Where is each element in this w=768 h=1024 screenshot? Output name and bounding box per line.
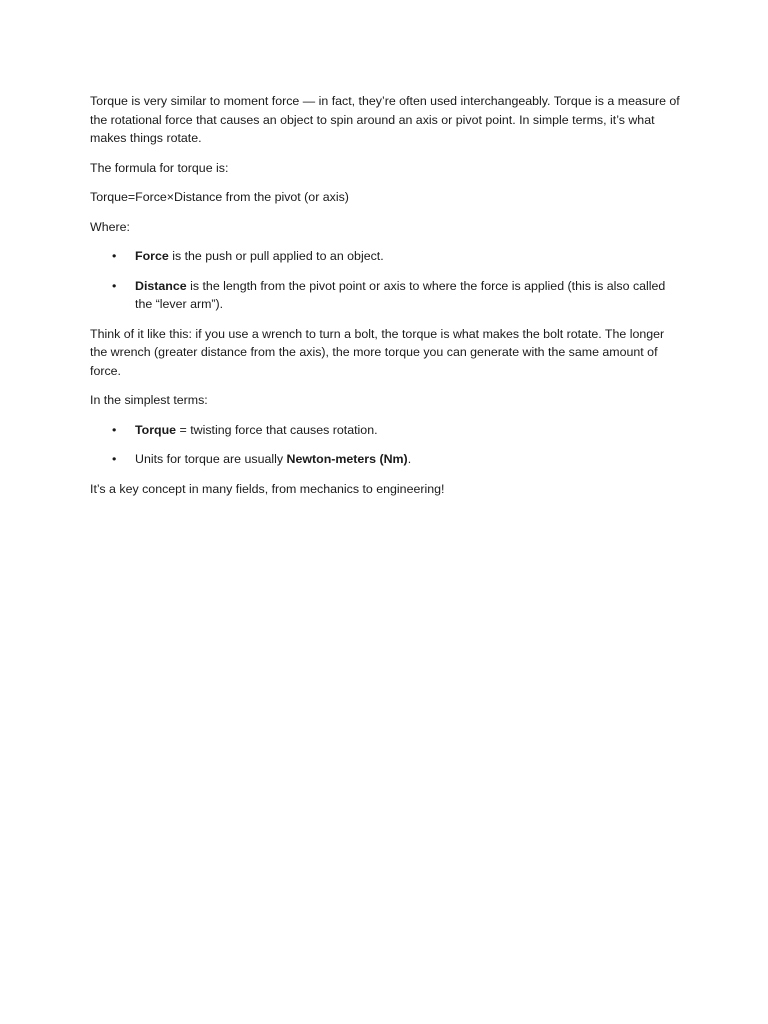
units-value: Newton-meters (Nm) [286, 452, 408, 466]
term-force: Force [135, 249, 169, 263]
units-suffix: . [407, 452, 412, 466]
summary-list [90, 421, 682, 469]
document-body [90, 92, 682, 509]
formula-line: Torque=Force×Distance from the pivot (or axis) [90, 190, 349, 204]
where-label: Where: [90, 219, 130, 234]
definition-distance: is the length from the pivot point or axis to where the force is applied (this is also called the “lever arm”). [135, 278, 666, 311]
analogy-paragraph: Think of it like this: if you use a wrench to turn a bolt, the torque is what makes the bolt rotate. The longer the wrench (greater distance from the axis), the more torque you can generate with the same amount of force. [90, 326, 665, 378]
list-item-torque [90, 421, 682, 440]
bullet-icon: • [112, 278, 117, 293]
bullet-icon: • [112, 422, 117, 437]
simplest-terms-label: In the simplest terms: [90, 393, 208, 407]
intro-paragraph: Torque is very similar to moment force — in fact, they’re often used interchangeably. Torque is a measure of the rotational force that causes an object to spin around an axis or pivot point. In simple terms, it’s what makes things rotate. [90, 94, 680, 145]
bullet-icon: • [112, 249, 117, 263]
formula-intro: The formula for torque is: [90, 160, 229, 175]
list-item-units [90, 450, 682, 469]
term-distance: Distance [135, 278, 187, 293]
list-item-distance [90, 277, 682, 314]
list-item-force [90, 247, 682, 266]
closing-paragraph: It’s a key concept in many fields, from mechanics to engineering! [90, 481, 445, 496]
units-prefix: Units for torque are usually [135, 452, 287, 466]
definition-list [90, 247, 682, 314]
bullet-icon: • [112, 452, 117, 466]
definition-torque: = twisting force that causes rotation. [176, 422, 378, 437]
term-torque: Torque [135, 422, 177, 437]
definition-force: is the push or pull applied to an object. [168, 249, 384, 263]
